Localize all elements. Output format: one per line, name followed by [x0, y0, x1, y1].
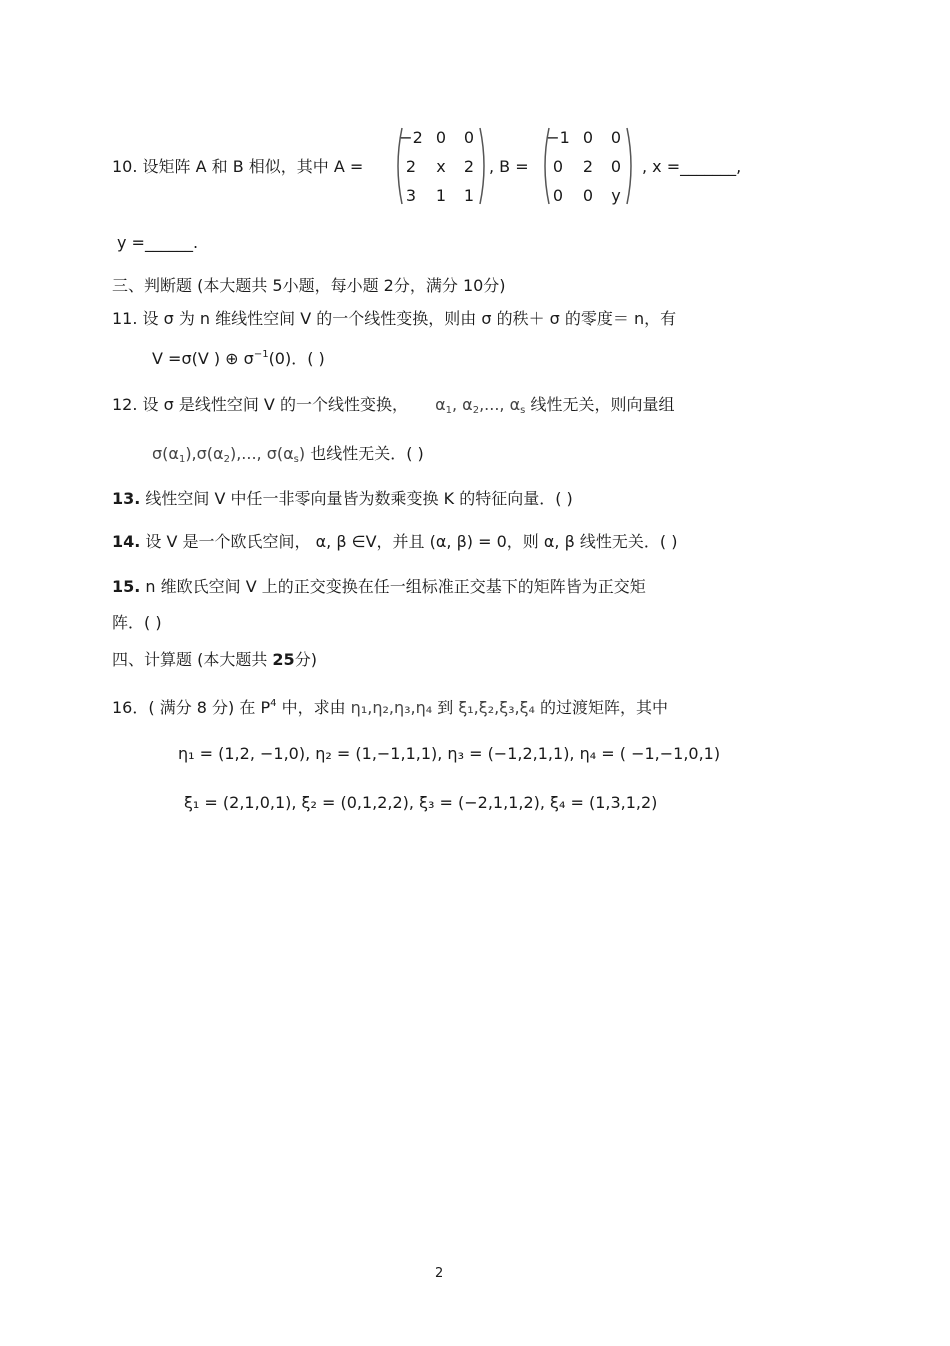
q16-mid: 中，求由	[276, 698, 351, 717]
q12-line1-a: 12. 设 σ 是线性空间 V 的一个线性变换，	[112, 395, 408, 414]
q16-line1	[112, 694, 668, 718]
q15-line2: 阵．( )	[112, 613, 162, 632]
q14-text: 设 V 是一个欧氏空间， α, β ∈V，并且 (α, β) = 0，则 α, β 线性无关．( )	[140, 532, 678, 551]
section4-title-c: 分)	[294, 650, 317, 669]
q10-x-blank: , x =_______,	[642, 157, 742, 176]
matrix-a-cell: 0	[435, 128, 447, 147]
q16-suffix: 的过渡矩阵，其中	[534, 698, 669, 717]
matrix-b-cell: y	[611, 186, 621, 205]
q12-line2	[152, 444, 424, 470]
q10-label: 10. 设矩阵 A 和 B 相似，其中 A =	[112, 157, 364, 176]
q12-alpha-list: $\alpha_1$, $\alpha_2$,..., $\alpha_s$	[435, 395, 526, 416]
matrix-a-cell: 0	[463, 128, 475, 147]
q11-line2	[152, 345, 325, 369]
q12-line1-b: 线性无关，则向量组	[530, 395, 675, 414]
q11-line2-a: V =σ(V ) ⊕ σ	[152, 349, 254, 368]
q12-line1	[112, 395, 674, 421]
matrix-b-cell: 0	[610, 128, 622, 147]
q13-text: 线性空间 V 中任一非零向量皆为数乘变换 K 的特征向量．( )	[140, 489, 573, 508]
q13-number: 13.	[112, 489, 141, 508]
matrix-a-cell: −2	[399, 128, 423, 147]
matrix-a-cell: 1	[463, 186, 475, 205]
section3-title: 三、判断题 (本大题共 5小题，每小题 2分，满分 10分)	[112, 276, 506, 295]
q16-sup: 4	[270, 698, 277, 709]
q16-xi-list: ξ₁,ξ₂,ξ₃,ξ₄	[458, 698, 535, 717]
section4-title	[112, 650, 317, 670]
q12-line2-b: 也线性无关．( )	[310, 444, 424, 463]
q16-xi-line: ξ₁ = (2,1,0,1), ξ₂ = (0,1,2,2), ξ₃ = (−2,1,1,2), ξ₄ = (1,3,1,2)	[184, 793, 658, 812]
q16-to: 到	[432, 698, 459, 717]
section4-score: 25	[272, 650, 295, 669]
matrix-a-cell: x	[436, 157, 446, 176]
q15-text: n 维欧氏空间 V 上的正交变换在任一组标准正交基下的矩阵皆为正交矩	[140, 577, 646, 596]
matrix-a-cell: 1	[435, 186, 447, 205]
q11-line2-b: (0)．( )	[268, 349, 325, 368]
matrix-b-cell: −1	[546, 128, 570, 147]
q15-number: 15.	[112, 577, 141, 596]
q16-eta-line: η₁ = (1,2, −1,0), η₂ = (1,−1,1,1), η₃ = (−1,2,1,1), η₄ = ( −1,−1,0,1)	[178, 744, 721, 763]
matrix-a-cell: 3	[405, 186, 417, 205]
matrix-b-cell: 0	[552, 157, 564, 176]
matrix-a-cell: 2	[405, 157, 417, 176]
q16-eta-list: η₁,η₂,η₃,η₄	[350, 698, 433, 717]
q10-sep: , B =	[489, 157, 529, 176]
matrix-b	[540, 124, 636, 208]
q13-line	[112, 489, 573, 509]
q11-inverse-sup: −1	[253, 349, 269, 360]
q15-line1	[112, 577, 646, 597]
q11-line1: 11. 设 σ 为 n 维线性空间 V 的一个线性变换，则由 σ 的秩＋ σ 的零度＝ n，有	[112, 309, 677, 328]
section4-title-a: 四、计算题 (本大题共	[112, 650, 273, 669]
matrix-b-cell: 2	[582, 157, 594, 176]
matrix-a	[393, 124, 489, 208]
q10-y-blank: y =______.	[117, 233, 199, 252]
q16-prefix: 16．( 满分 8 分) 在 P	[112, 698, 271, 717]
matrix-a-cell: 2	[463, 157, 475, 176]
matrix-b-cell: 0	[610, 157, 622, 176]
q14-line	[112, 532, 677, 552]
matrix-b-cell: 0	[552, 186, 564, 205]
matrix-b-cell: 0	[582, 128, 594, 147]
page-number: 2	[435, 1266, 444, 1281]
matrix-b-cell: 0	[582, 186, 594, 205]
q14-number: 14.	[112, 532, 141, 551]
q12-sigma-list: $\sigma(\alpha_1),\sigma(\alpha_2)$,..., $\sigma(\alpha_s)$	[152, 444, 306, 465]
